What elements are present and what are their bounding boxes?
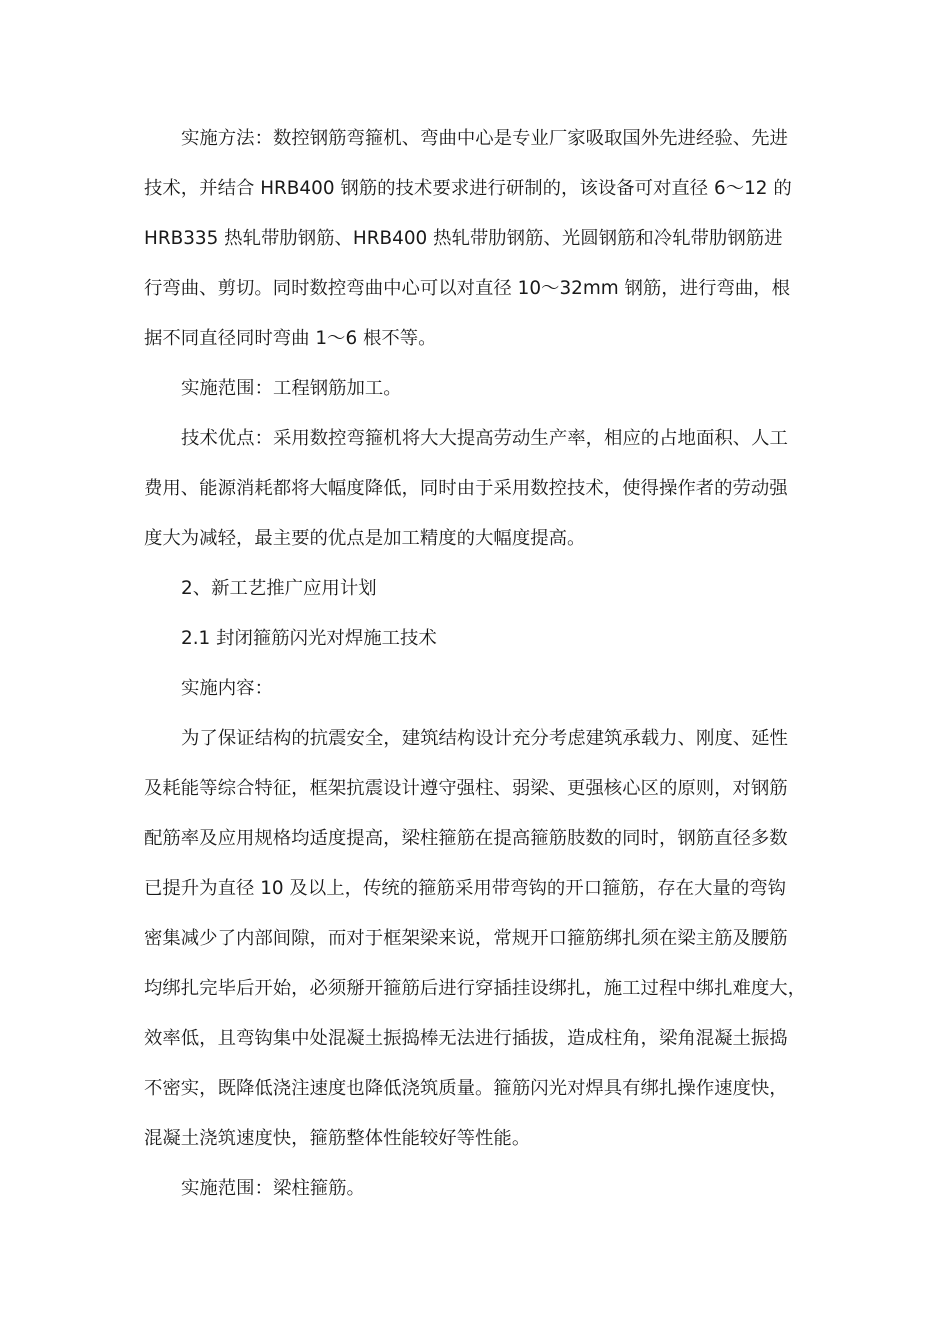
paragraph-advantages bbox=[144, 414, 812, 564]
text-line: 不密实，既降低浇注速度也降低浇筑质量。箍筋闪光对焊具有绑扎操作速度快， bbox=[144, 1078, 788, 1099]
text-line: 已提升为直径 10 及以上，传统的箍筋采用带弯钩的开口箍筋，存在大量的弯钩 bbox=[144, 878, 786, 899]
text-line: 混凝土浇筑速度快，箍筋整体性能较好等性能。 bbox=[144, 1128, 531, 1149]
text-line: 2、新工艺推广应用计划 bbox=[181, 578, 377, 599]
document-body bbox=[144, 114, 812, 1214]
paragraph-method bbox=[144, 114, 812, 364]
text-line: 为了保证结构的抗震安全，建筑结构设计充分考虑建筑承载力、刚度、延性 bbox=[181, 728, 788, 749]
text-line: 实施范围：梁柱箍筋。 bbox=[181, 1178, 365, 1199]
text-line: 效率低，且弯钩集中处混凝土振捣棒无法进行插拔，造成柱角，梁角混凝土振捣 bbox=[144, 1028, 788, 1049]
text-line: 技术优点：采用数控弯箍机将大大提高劳动生产率，相应的占地面积、人工 bbox=[181, 428, 788, 449]
text-line: 技术，并结合 HRB400 钢筋的技术要求进行研制的，该设备可对直径 6～12 的 bbox=[144, 178, 792, 199]
text-line: 实施范围：工程钢筋加工。 bbox=[181, 378, 402, 399]
text-line: 费用、能源消耗都将大幅度降低，同时由于采用数控技术，使得操作者的劳动强 bbox=[144, 478, 788, 499]
text-line: 度大为减轻，最主要的优点是加工精度的大幅度提高。 bbox=[144, 528, 586, 549]
paragraph-scope-2 bbox=[144, 1164, 812, 1214]
text-line: 配筋率及应用规格均适度提高，梁柱箍筋在提高箍筋肢数的同时，钢筋直径多数 bbox=[144, 828, 788, 849]
text-line: 实施方法：数控钢筋弯箍机、弯曲中心是专业厂家吸取国外先进经验、先进 bbox=[181, 128, 788, 149]
text-line: 据不同直径同时弯曲 1～6 根不等。 bbox=[144, 328, 437, 349]
paragraph-section-2 bbox=[144, 564, 812, 614]
paragraph-content-label bbox=[144, 664, 812, 714]
paragraph-scope-1 bbox=[144, 364, 812, 414]
text-line: 2.1 封闭箍筋闪光对焊施工技术 bbox=[181, 628, 437, 649]
text-line: 密集减少了内部间隙，而对于框架梁来说，常规开口箍筋绑扎须在梁主筋及腰筋 bbox=[144, 928, 788, 949]
text-line: 行弯曲、剪切。同时数控弯曲中心可以对直径 10～32mm 钢筋，进行弯曲，根 bbox=[144, 278, 791, 299]
text-line: HRB335 热轧带肋钢筋、HRB400 热轧带肋钢筋、光圆钢筋和冷轧带肋钢筋进 bbox=[144, 228, 783, 249]
text-line: 均绑扎完毕后开始，必须掰开箍筋后进行穿插挂设绑扎，施工过程中绑扎难度大， bbox=[144, 978, 807, 999]
text-line: 及耗能等综合特征，框架抗震设计遵守强柱、弱梁、更强核心区的原则，对钢筋 bbox=[144, 778, 788, 799]
text-line: 实施内容： bbox=[181, 678, 273, 699]
paragraph-content-body bbox=[144, 714, 812, 1164]
paragraph-section-2-1 bbox=[144, 614, 812, 664]
